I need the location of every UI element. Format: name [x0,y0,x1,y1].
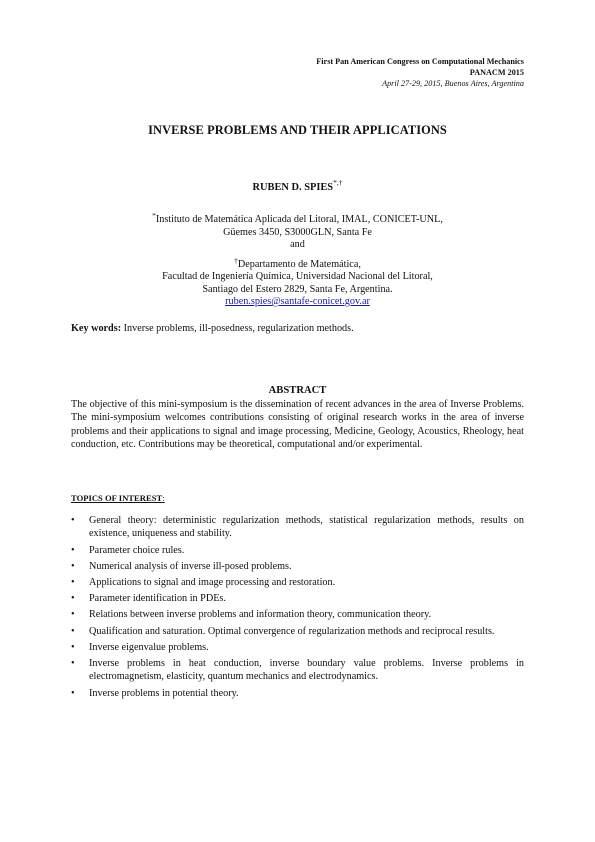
affiliation-mark-1: * [152,211,156,220]
bullet-icon: • [71,593,75,605]
topics-list [71,514,524,703]
list-item: • Qualification and saturation. Optimal convergence of regularization methods and reciprocal results. [71,625,495,637]
affiliation-line-1: *Instituto de Matemática Aplicada del Litoral, IMAL, CONICET-UNL, [152,211,443,225]
affiliation-line-3: †Departamento de Matemática, [234,255,361,270]
bullet-icon: • [71,544,75,556]
list-item: • General theory: deterministic regularization methods, statistical regularization methods, results on existence, uniqueness and stability. [71,515,524,540]
conference-header [316,56,524,89]
affiliation-line-5: Santiago del Estero 2829, Santa Fe, Argentina. [202,283,393,295]
bullet-icon: • [71,577,75,589]
congress-name: First Pan American Congress on Computational Mechanics [316,57,524,66]
bullet-icon: • [71,515,75,526]
author-line [0,178,595,193]
topics-heading: TOPICS OF INTEREST: [71,493,165,503]
affiliation-and: and [290,239,305,250]
paper-title: INVERSE PROBLEMS AND THEIR APPLICATIONS [148,123,447,137]
affiliation-mark-2: † [234,255,238,265]
list-item: • Relations between inverse problems and information theory, communication theory. [71,609,432,621]
list-item: • Parameter choice rules. [71,544,185,556]
list-item: • Inverse eigenvalue problems. [71,641,209,653]
bullet-icon: • [71,625,75,637]
author-marks: *,† [333,178,343,187]
congress-acronym: PANACM 2015 [469,68,524,77]
keywords-text: Inverse problems, ill-posedness, regularization methods. [123,323,354,334]
abstract-text: The objective of this mini-symposium is the dissemination of recent advances in the area of Inverse Problems. The mini-symposium welcomes contributions consisting of original research works in the area of inverse problems and their applications to signal and image processing, Medicine, Geology, Acoustics, Rheology, heat conduction, etc. Contributions may be theoretical, computational and/or experimental. [71,399,524,451]
list-item: • Inverse problems in heat conduction, inverse boundary value problems. Inverse problems in electromagnetism, elasticity, quantum mechanics and electrodynamics. [71,658,524,683]
bullet-icon: • [71,658,75,670]
list-item: • Parameter identification in PDEs. [71,593,226,605]
bullet-icon: • [71,687,75,699]
list-item: • Inverse problems in potential theory. [71,687,239,699]
list-item: • Numerical analysis of inverse ill-posed problems. [71,560,292,572]
abstract-heading: ABSTRACT [268,385,327,396]
keywords [71,323,531,334]
bullet-icon: • [71,560,75,572]
bullet-icon: • [71,641,75,653]
keywords-label: Key words: [71,323,122,334]
affiliations [0,210,595,309]
bullet-icon: • [71,609,75,621]
author-name: RUBEN D. SPIES [252,182,334,193]
affiliation-line-4: Facultad de Ingeniería Química, Universidad Nacional del Litoral, [162,271,433,282]
email-link[interactable]: ruben.spies@santafe-conicet.gov.ar [225,296,370,307]
list-item: • Applications to signal and image processing and restoration. [71,577,336,589]
congress-date-place: April 27-29, 2015, Buenos Aires, Argentina [382,79,524,88]
affiliation-line-2: Güemes 3450, S3000GLN, Santa Fe [223,226,372,238]
